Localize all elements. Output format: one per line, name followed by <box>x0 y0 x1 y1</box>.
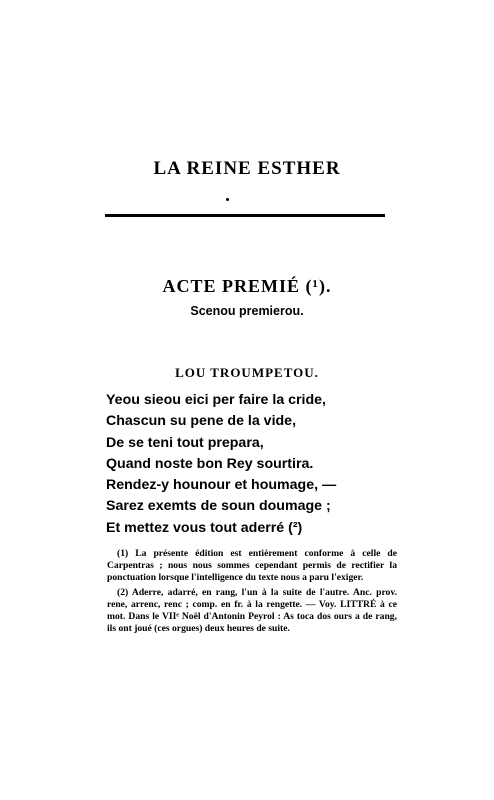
horizontal-rule <box>105 214 385 217</box>
verse-line: Chascun su pene de la vide, <box>106 413 297 430</box>
act-heading: ACTE PREMIÉ (¹). <box>162 276 332 296</box>
speaker-name: LOU TROUMPETOU. <box>175 365 319 380</box>
verse-line: Yeou sieou eici per faire la cride, <box>106 392 327 408</box>
footnotes <box>107 548 397 635</box>
verse-line: Et mettez vous tout aderré (²) <box>106 519 303 536</box>
ornament-dot <box>226 198 229 201</box>
verse-line: De se teni tout prepara, <box>106 434 264 451</box>
verse-block <box>106 390 406 539</box>
verse-line: Sarez exemts de soun doumage ; <box>106 498 331 515</box>
footnote: (1) La présente édition est entièrement conforme à celle de Carpentras ; nous nous sommes cependant permis de rectifier la ponctuation lorsque l'intelligence du texte nous a paru l'exiger. <box>107 548 397 584</box>
verse-line: Quand noste bon Rey sourtira. <box>106 455 314 472</box>
scene-heading: Scenou premierou. <box>190 304 304 318</box>
verse-line: Rendez-y hounour et houmage, — <box>106 477 337 494</box>
page-title: LA REINE ESTHER <box>153 158 341 179</box>
footnote: (2) Aderre, adarré, en rang, l'un à la suite de l'autre. Anc. prov. rene, arrenc, renc ; comp. en fr. à la rengette. — Voy. LITTRÉ à ce mot. Dans le VIIᵉ Noël d'Antonin Peyrol : As toca dos ours a de rang, ils ont joué (ces orgues) deux heures de suite. <box>107 586 397 635</box>
